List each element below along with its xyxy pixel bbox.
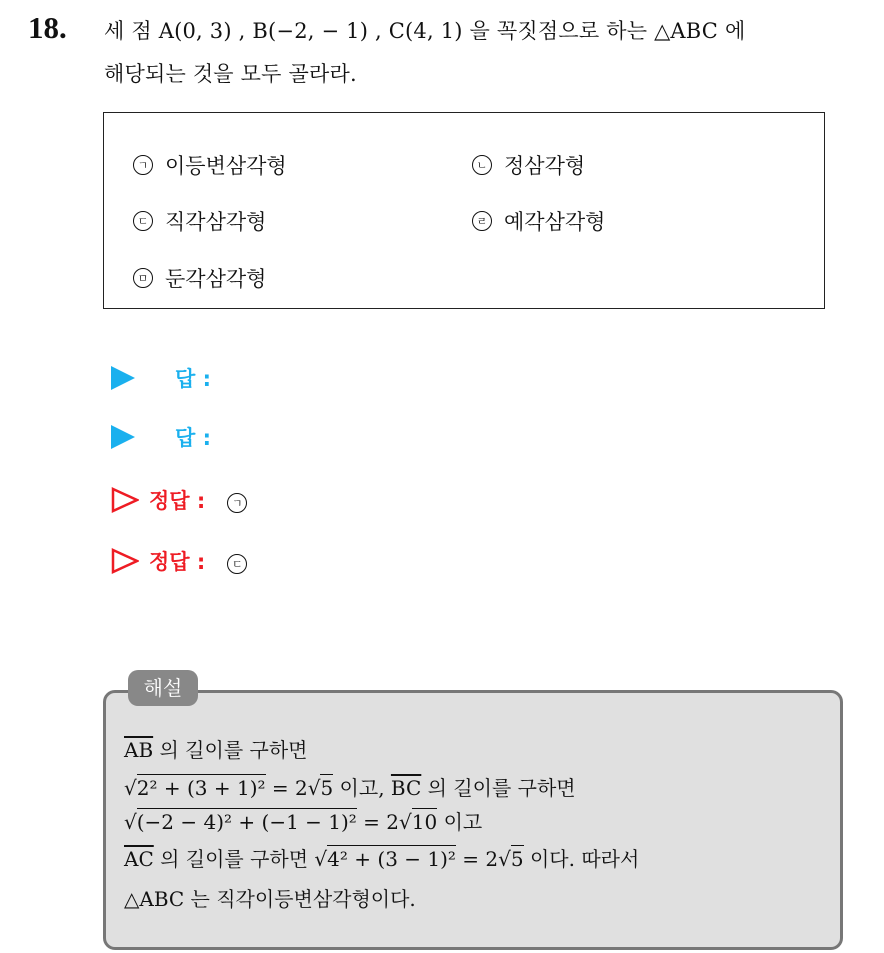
sqrt-sign: √ (124, 776, 137, 800)
outline-arrow-icon (111, 548, 139, 574)
choice-mark-3: ㄷ (133, 211, 153, 231)
answer-mark: ㄷ (227, 554, 247, 574)
play-arrow-icon (111, 425, 135, 449)
choice-1 (133, 150, 287, 180)
question-text-line2: 해당되는 것을 모두 골라라. (104, 62, 357, 86)
sqrt-sign: √ (314, 847, 328, 871)
question-text-line1: 세 점 A(0, 3) , B(−2, − 1) , C(4, 1) 을 꼭짓점으로 하는 △ABC 에 (104, 19, 746, 43)
choice-label-4: 예각삼각형 (504, 210, 606, 234)
correct-answer-1 (111, 485, 247, 515)
answer-blank-1 (111, 363, 211, 393)
answer-label: 답 : (175, 426, 211, 450)
choice-3 (133, 206, 266, 236)
sqrt-sign: √ (124, 810, 137, 834)
solution-line-3: √(−2 − 4)² + (−1 − 1)² = 2√10 이고 (124, 810, 483, 834)
choice-label-1: 이등변삼각형 (165, 154, 287, 178)
choice-mark-4: ㄹ (472, 211, 492, 231)
choice-4 (472, 206, 605, 236)
solution-line-4: $\overline{AC}$ 의 길이를 구하면 √4² + (3 − 1)² = 2√5 이다. 따라서 (124, 847, 640, 871)
solution-line-5: △ABC 는 직각이등변삼각형이다. (124, 887, 416, 911)
solution-line-1: $\overline{AB}$ 의 길이를 구하면 (124, 738, 308, 762)
sqrt-sign: √ (498, 847, 511, 871)
play-arrow-icon (111, 366, 135, 390)
sqrt-sign: √ (399, 810, 412, 834)
choice-mark-1: ㄱ (133, 155, 153, 175)
answer-label: 답 : (175, 367, 211, 391)
answer-mark: ㄱ (227, 493, 247, 513)
correct-answer-label: 정답 : (149, 489, 206, 513)
question-number: 18. (28, 10, 67, 45)
sqrt-sign: √ (307, 776, 321, 800)
segment-ac: $\overline{AC}$ (124, 847, 154, 871)
choice-5 (133, 263, 266, 293)
outline-arrow-icon (111, 487, 139, 513)
correct-answer-value (227, 549, 247, 574)
choice-label-2: 정삼각형 (504, 154, 586, 178)
segment-ab: $\overline{AB}$ (124, 738, 154, 762)
solution-tag: 해설 (128, 670, 198, 706)
choice-mark-5: ㅁ (133, 268, 153, 288)
choice-2 (472, 150, 585, 180)
choice-mark-2: ㄴ (472, 155, 492, 175)
solution-line-2: √2² + (3 + 1)² = 2√5 이고, $\overline{BC}$ 의 길이를 구하면 (124, 776, 576, 800)
segment-bc: $\overline{BC}$ (390, 776, 422, 800)
choice-label-5: 둔각삼각형 (165, 267, 267, 291)
correct-answer-value (227, 488, 247, 513)
correct-answer-2 (111, 546, 247, 576)
choice-label-3: 직각삼각형 (165, 210, 267, 234)
correct-answer-label: 정답 : (149, 550, 206, 574)
answer-blank-2 (111, 422, 211, 452)
